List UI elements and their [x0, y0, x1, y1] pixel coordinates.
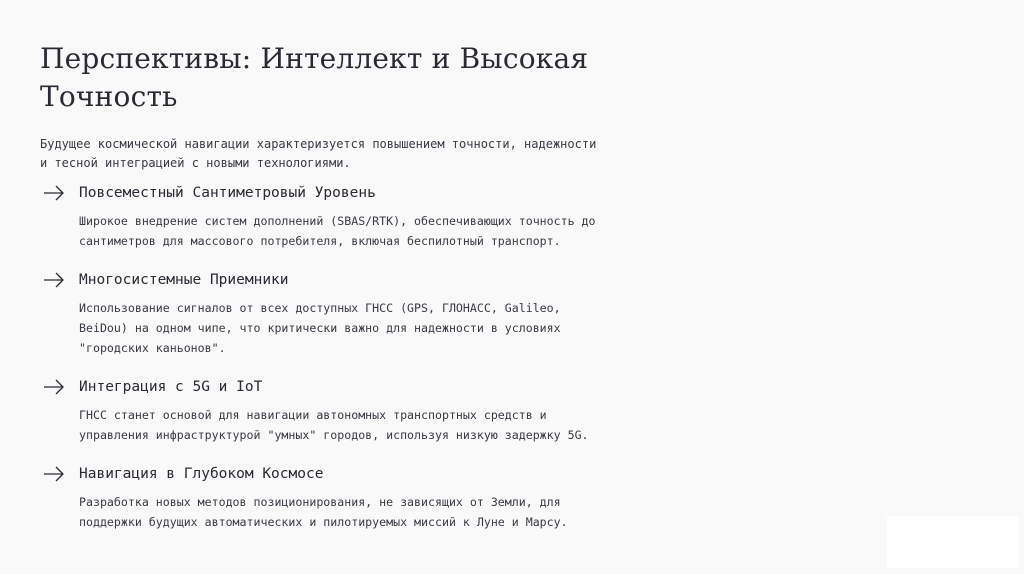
item-title: Интеграция с 5G и IoT — [79, 379, 263, 395]
list-item — [40, 183, 600, 251]
item-title: Повсеместный Сантиметровый Уровень — [79, 185, 376, 201]
list-item — [40, 270, 600, 358]
list-item — [40, 464, 600, 532]
arrow-right-icon — [43, 379, 65, 395]
item-description: Разработка новых методов позиционирования, не зависящих от Земли, для поддержки будущих автоматических и пилотируемых миссий к Луне и Марсу. — [79, 495, 568, 529]
item-description: Использование сигналов от всех доступных ГНСС (GPS, ГЛОНАСС, Galileo, BeiDou) на одном чипе, что критически важно для надежности в условиях "городских каньонов". — [79, 301, 561, 355]
slide-title: Перспективы: Интеллект и Высокая Точность — [40, 42, 589, 113]
item-description: ГНСС станет основой для навигации автономных транспортных средств и управления инфраструктурой "умных" городов, используя низкую задержку 5G. — [79, 408, 589, 442]
arrow-right-icon — [43, 466, 65, 482]
item-title: Навигация в Глубоком Космосе — [79, 466, 324, 482]
list-item — [40, 377, 600, 445]
slide-content — [40, 40, 600, 532]
arrow-right-icon — [43, 272, 65, 288]
corner-panel — [887, 516, 1019, 568]
item-description: Широкое внедрение систем дополнений (SBAS/RTK), обеспечивающих точность до сантиметров для массового потребителя, включая беспилотный транспорт. — [79, 214, 596, 248]
intro-text: Будущее космической навигации характеризуется повышением точности, надежности и тесной интеграцией с новыми технологиями. — [40, 137, 597, 170]
arrow-right-icon — [43, 185, 65, 201]
item-title: Многосистемные Приемники — [79, 272, 289, 288]
